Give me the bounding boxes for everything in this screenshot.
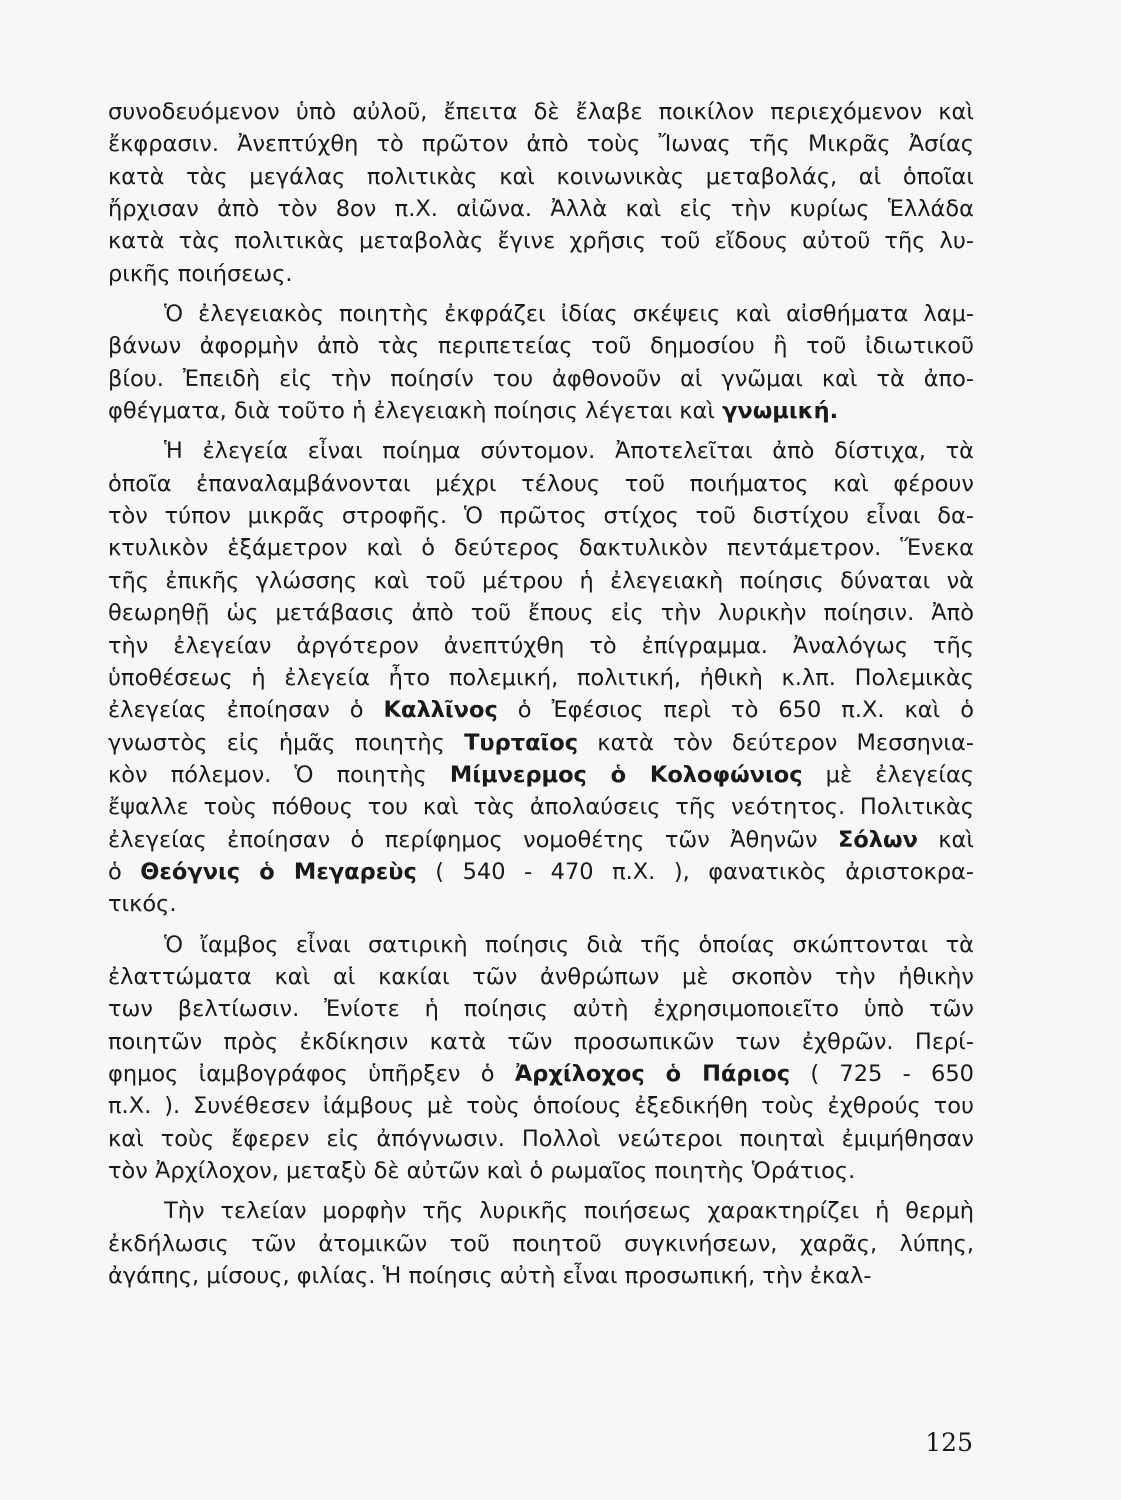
text-line — [108, 993, 974, 1025]
text-line — [108, 128, 974, 160]
text-line — [108, 1123, 974, 1155]
text-run: ὑποθέσεως ἡ ἐλεγεία ἦτο πολεμική, πολιτική, ἠθικὴ κ.λπ. Πολεμικὰς — [108, 664, 974, 691]
bold-term: Σόλων — [837, 826, 918, 853]
text-run: συνοδευόμενον ὑπὸ αὐλοῦ, ἔπειτα δὲ ἔλαβε ποικίλον περιεχόμενον καὶ — [108, 99, 974, 125]
text-run: των βελτίωσιν. Ἐνίοτε ἡ ποίησις αὐτὴ ἐχρησιμοποιεῖτο ὑπὸ τῶν — [108, 996, 974, 1023]
text-run: τικός. — [108, 891, 177, 918]
text-line — [108, 1228, 974, 1260]
text-run: κατὰ τὰς πολιτικὰς μεταβολὰς ἔγινε χρῆσις τοῦ εἴδους αὐτοῦ τῆς λυ- — [108, 228, 974, 255]
text-run: τῆς ἐπικῆς γλώσσης καὶ τοῦ μέτρου ἡ ἐλεγειακὴ ποίησις δύναται νὰ — [108, 567, 974, 594]
text-run: Τὴν τελείαν μορφὴν τῆς λυρικῆς ποιήσεως χαρακτηρίζει ἡ θερμὴ — [164, 1198, 974, 1225]
text-line — [108, 298, 974, 330]
paragraph — [108, 435, 974, 920]
text-line — [108, 1026, 974, 1058]
text-run: μὲ ἐλεγείας — [802, 761, 975, 788]
text-run: ἔψαλλε τοὺς πόθους του καὶ τὰς ἀπολαύσεις τῆς νεότητος. Πολιτικὰς — [108, 794, 974, 821]
text-run: θεωρηθῇ ὡς μετάβασις ἀπὸ τοῦ ἔπους εἰς τὴν λυρικὴν ποίησιν. Ἀπὸ — [108, 600, 974, 627]
bold-term: Τυρταῖος — [464, 729, 579, 756]
text-run: τὸν τύπον μικρᾶς στροφῆς. Ὁ πρῶτος στίχος τοῦ διστίχου εἶναι δα- — [108, 503, 974, 530]
text-line — [108, 225, 974, 257]
bold-term: Καλλῖνος — [383, 697, 498, 724]
text-line — [108, 258, 974, 290]
text-run: ἤρχισαν ἀπὸ τὸν 8ον π.Χ. αἰῶνα. Ἀλλὰ καὶ εἰς τὴν κυρίως Ἑλλάδα — [108, 196, 974, 223]
text-run: ὁποῖα ἐπαναλαμβάνονται μέχρι τέλους τοῦ ποιήματος καὶ φέρουν — [108, 470, 974, 497]
text-line — [108, 597, 974, 629]
text-run: ἔκφρασιν. Ἀνεπτύχθη τὸ πρῶτον ἀπὸ τοὺς Ἴωνας τῆς Μικρᾶς Ἀσίας — [108, 131, 974, 158]
text-run: ρικῆς ποιήσεως. — [108, 260, 293, 287]
bold-term: Ἀρχίλοχος ὁ Πάριος — [514, 1060, 791, 1087]
text-line — [108, 1155, 974, 1187]
text-run: κατὰ τὰς μεγάλας πολιτικὰς καὶ κοινωνικὰς μεταβολάς, αἱ ὁποῖαι — [108, 163, 974, 190]
text-run: ( 725 - 650 — [790, 1060, 974, 1087]
text-run: ποιητῶν πρὸς ἐκδίκησιν κατὰ τῶν προσωπικῶν των ἐχθρῶν. Περί- — [108, 1028, 974, 1055]
paragraph — [108, 1195, 974, 1292]
text-line — [108, 929, 974, 961]
text-run: ἐλεγείας ἐποίησαν ὁ — [108, 697, 384, 724]
text-run: τὸν Ἀρχίλοχον, μεταξὺ δὲ αὐτῶν καὶ ὁ ρωμαῖος ποιητὴς Ὁράτιος. — [108, 1158, 856, 1184]
text-line — [108, 856, 974, 888]
text-run: βάνων ἀφορμὴν ἀπὸ τὰς περιπετείας τοῦ δημοσίου ἢ τοῦ ἰδιωτικοῦ — [108, 333, 974, 360]
text-line — [108, 1260, 974, 1292]
text-line — [108, 96, 974, 128]
text-run: βίου. Ἐπειδὴ εἰς τὴν ποίησίν του ἀφθονοῦν αἱ γνῶμαι καὶ τὰ ἀπο- — [108, 365, 974, 392]
text-run: κὸν πόλεμον. Ὁ ποιητὴς — [108, 761, 450, 788]
text-run: ὁ — [108, 858, 141, 885]
text-run: π.Χ. ). Συνέθεσεν ἰάμβους μὲ τοὺς ὁποίους ἐξεδικήθη τοὺς ἐχθρούς του — [108, 1093, 974, 1120]
text-line — [108, 1058, 974, 1090]
text-line — [108, 791, 974, 823]
text-run: φημος ἰαμβογράφος ὑπῆρξεν ὁ — [108, 1060, 515, 1087]
text-line — [108, 824, 974, 856]
text-run: ( 540 - 470 π.Χ. ), φανατικὸς ἀριστοκρα- — [416, 858, 974, 885]
text-run: ἀγάπης, μίσους, φιλίας. Ἡ ποίησις αὐτὴ εἶναι προσωπική, τὴν ἐκαλ- — [108, 1263, 872, 1290]
text-run: ἐλαττώματα καὶ αἱ κακίαι τῶν ἀνθρώπων μὲ σκοπὸν τὴν ἠθικὴν — [108, 963, 974, 990]
text-run: Ἡ ἐλεγεία εἶναι ποίημα σύντομον. Ἀποτελεῖται ἀπὸ δίστιχα, τὰ — [164, 438, 974, 465]
body-text — [108, 96, 974, 1292]
text-line — [108, 662, 974, 694]
text-line — [108, 1195, 974, 1227]
text-line — [108, 435, 974, 467]
text-line — [108, 759, 974, 791]
text-line — [108, 532, 974, 564]
paragraph — [108, 298, 974, 427]
text-line — [108, 363, 974, 395]
text-run: Ὁ ἐλεγειακὸς ποιητὴς ἐκφράζει ἰδίας σκέψεις καὶ αἰσθήματα λαμ- — [164, 301, 974, 328]
text-run: καὶ τοὺς ἔφερεν εἰς ἀπόγνωσιν. Πολλοὶ νεώτεροι ποιηταὶ ἐμιμήθησαν — [108, 1125, 974, 1152]
text-line — [108, 468, 974, 500]
text-line — [108, 395, 974, 427]
text-line — [108, 500, 974, 532]
text-line — [108, 193, 974, 225]
bold-term: Θεόγνις ὁ Μεγαρεὺς — [140, 858, 417, 885]
text-line — [108, 694, 974, 726]
text-run: γνωστὸς εἰς ἡμᾶς ποιητὴς — [108, 729, 465, 756]
paragraph — [108, 929, 974, 1188]
text-line — [108, 330, 974, 362]
page-number: 125 — [925, 1428, 973, 1457]
text-run: φθέγματα, διὰ τοῦτο ἡ ἐλεγειακὴ ποίησις λέγεται καὶ — [108, 398, 723, 425]
text-line — [108, 961, 974, 993]
text-line — [108, 1090, 974, 1122]
bold-term: Μίμνερμος ὁ Κολοφώνιος — [449, 761, 803, 788]
text-line — [108, 565, 974, 597]
text-run: ἐκδήλωσις τῶν ἀτομικῶν τοῦ ποιητοῦ συγκινήσεων, χαρᾶς, λύπης, — [108, 1230, 974, 1257]
bold-term: γνωμική. — [722, 398, 839, 425]
text-run: κατὰ τὸν δεύτερον Μεσσηνια- — [578, 729, 974, 756]
text-line — [108, 630, 974, 662]
text-line — [108, 888, 974, 920]
text-line — [108, 161, 974, 193]
text-run: κτυλικὸν ἑξάμετρον καὶ ὁ δεύτερος δακτυλικὸν πεντάμετρον. Ἕνεκα — [108, 535, 974, 562]
text-run: ὁ Ἐφέσιος περὶ τὸ 650 π.Χ. καὶ ὁ — [497, 697, 974, 724]
text-run: ἐλεγείας ἐποίησαν ὁ περίφημος νομοθέτης τῶν Ἀθηνῶν — [108, 826, 838, 853]
text-run: καὶ — [917, 826, 974, 853]
text-run: Ὁ ἴαμβος εἶναι σατιρικὴ ποίησις διὰ τῆς ὁποίας σκώπτονται τὰ — [164, 931, 974, 958]
paragraph — [108, 96, 974, 290]
text-run: τὴν ἐλεγείαν ἀργότερον ἀνεπτύχθη τὸ ἐπίγραμμα. Ἀναλόγως τῆς — [108, 632, 974, 659]
text-line — [108, 727, 974, 759]
